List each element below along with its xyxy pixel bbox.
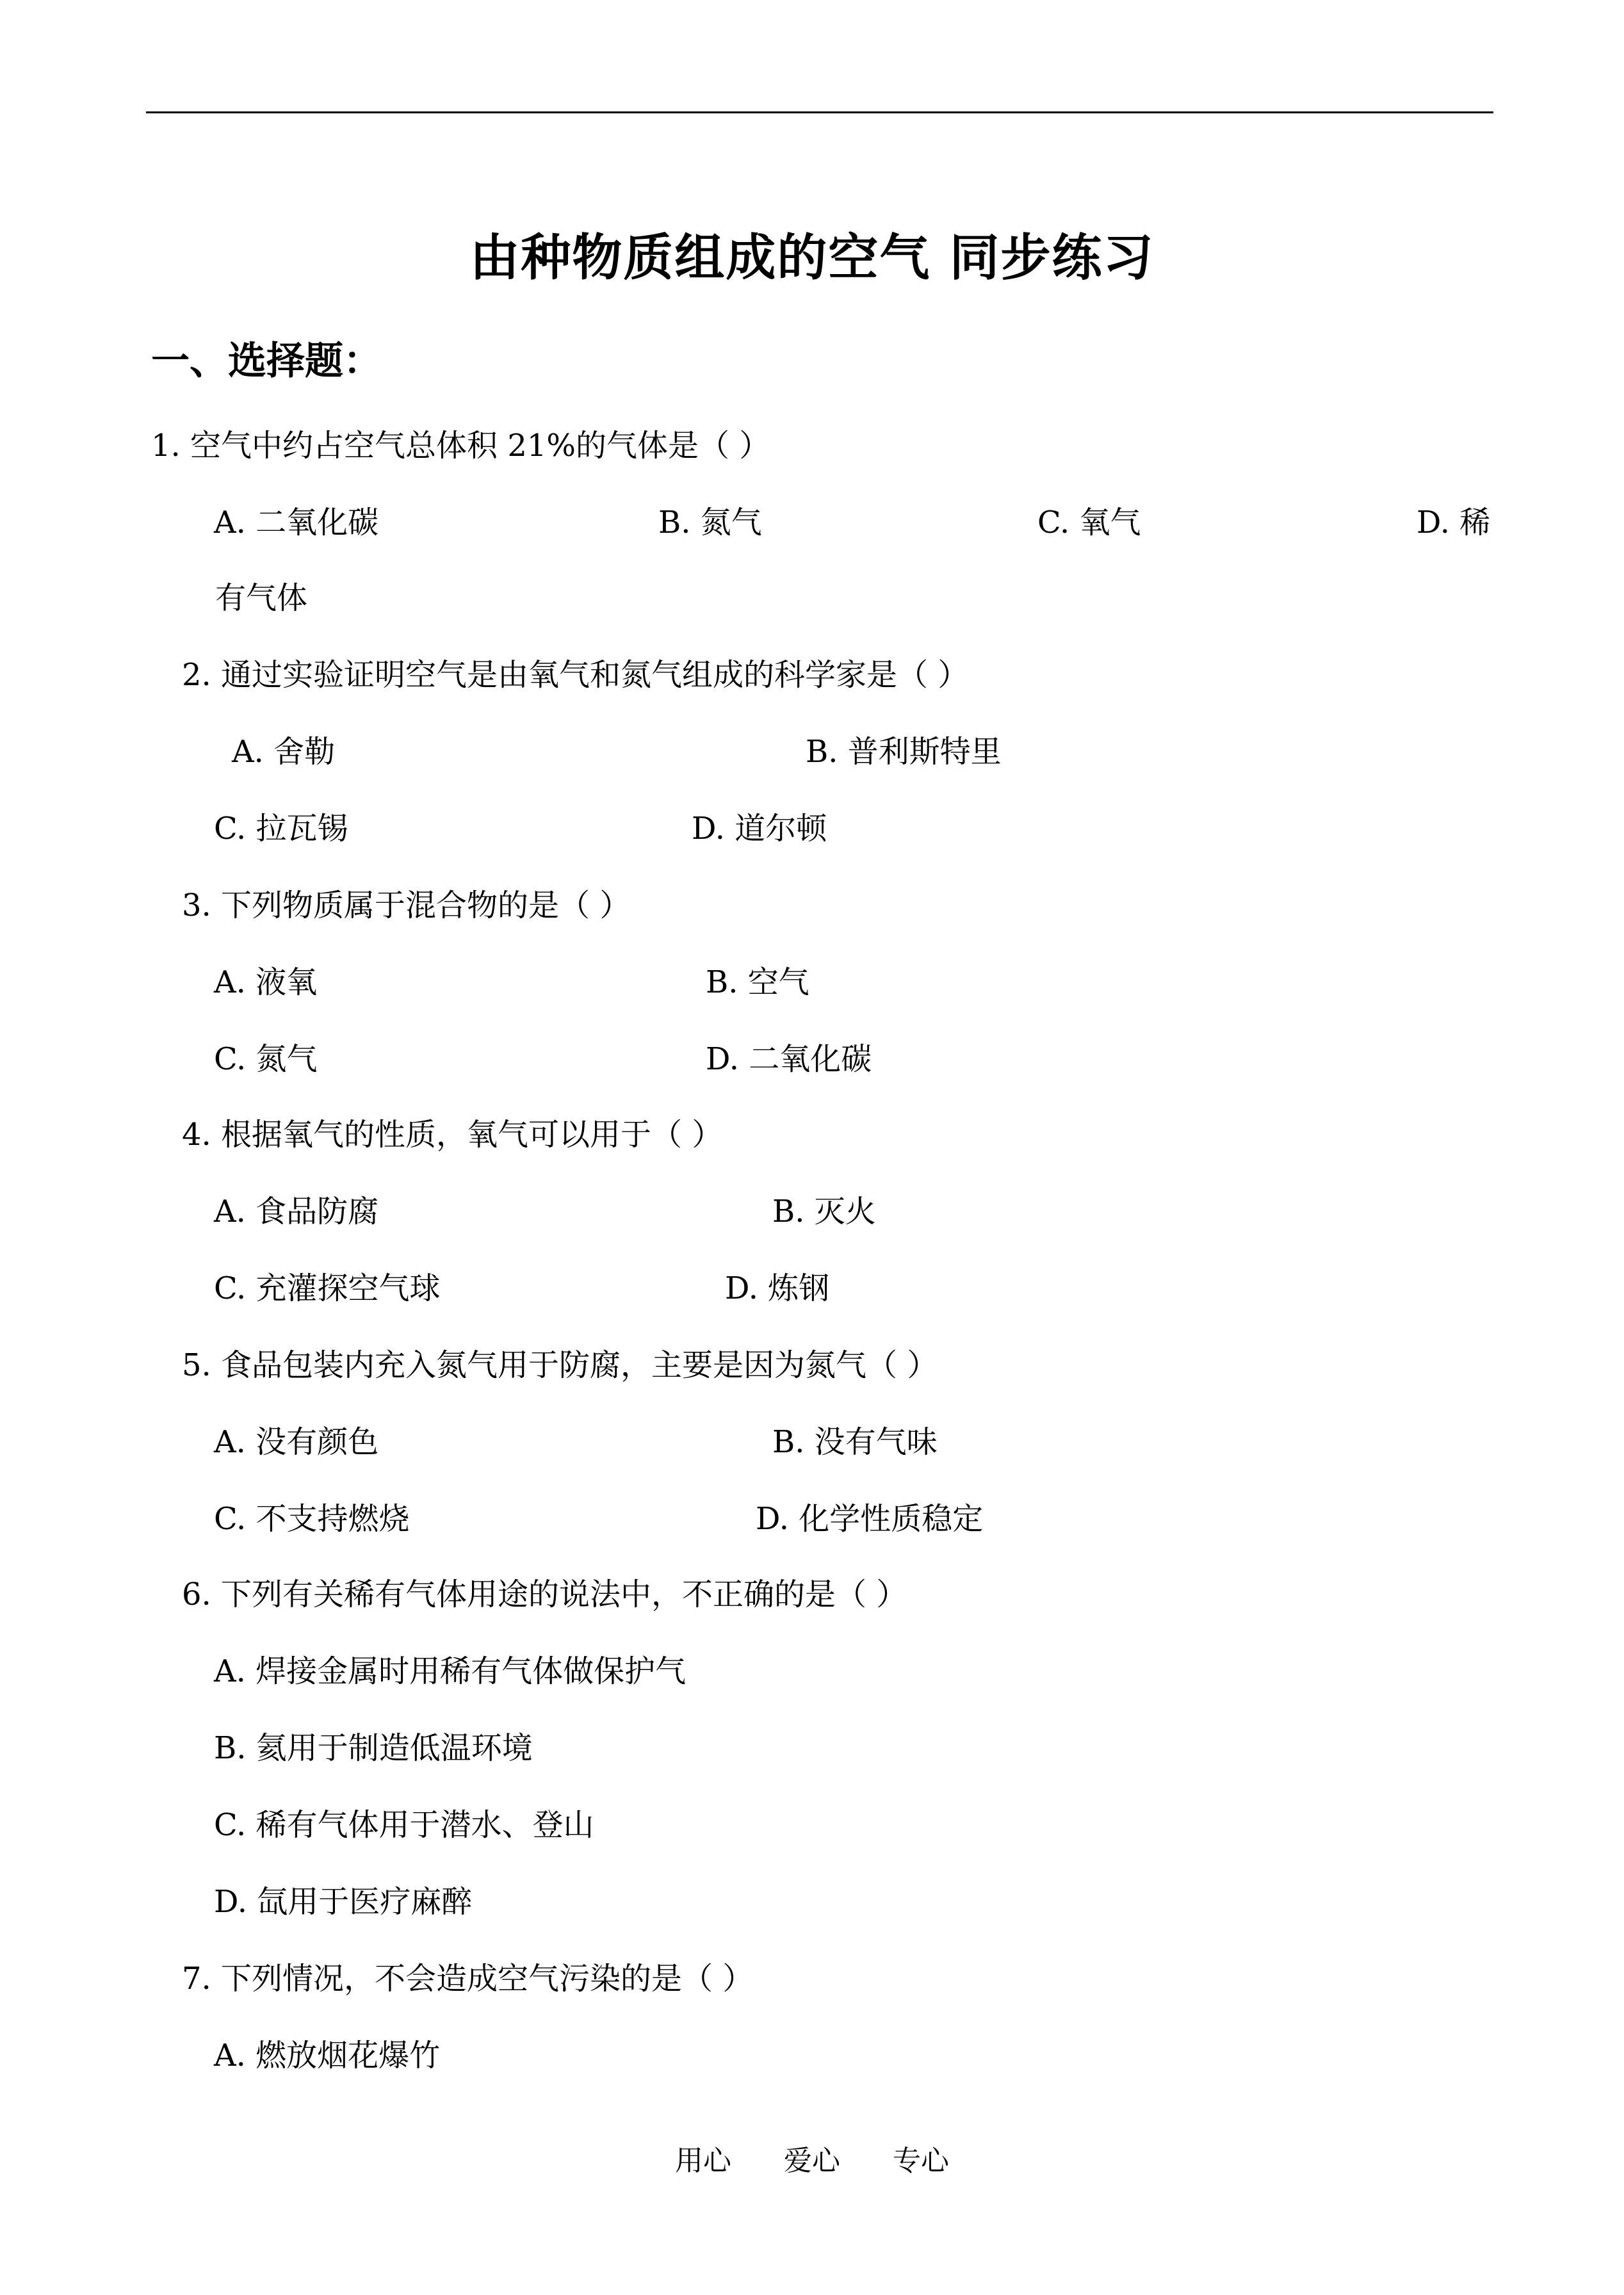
question-1-option-b: B. 氮气 — [658, 505, 762, 540]
question-4-stem: 4. 根据氧气的性质，氧气可以用于（ ） — [182, 1117, 723, 1153]
footer-item-3: 专心 — [893, 2145, 949, 2177]
question-2-option-a: A. 舍勒 — [232, 734, 336, 770]
section-heading: 一、选择题： — [151, 339, 382, 384]
question-1-option-d: D. 稀 — [1417, 505, 1491, 540]
question-3-option-b: B. 空气 — [706, 964, 809, 1000]
question-5-option-d: D. 化学性质稳定 — [756, 1501, 984, 1537]
page-title: 由种物质组成的空气 同步练习 — [469, 229, 1155, 287]
question-6-option-a: A. 焊接金属时用稀有气体做保护气 — [214, 1653, 686, 1689]
question-3-option-a: A. 液氧 — [214, 964, 318, 1000]
question-7-stem: 7. 下列情况，不会造成空气污染的是（ ） — [182, 1961, 754, 1997]
question-4-option-a: A. 食品防腐 — [214, 1194, 379, 1229]
question-6-option-d: D. 氙用于医疗麻醉 — [214, 1884, 473, 1920]
question-6-stem: 6. 下列有关稀有气体用途的说法中，不正确的是（ ） — [182, 1577, 907, 1612]
question-1-option-c: C. 氧气 — [1037, 505, 1141, 540]
question-1-option-d-continuation: 有气体 — [215, 580, 308, 616]
footer-item-2: 爱心 — [784, 2145, 840, 2177]
question-4-option-c: C. 充灌探空气球 — [214, 1270, 441, 1306]
question-7-option-a: A. 燃放烟花爆竹 — [214, 2038, 441, 2073]
page-footer — [0, 2137, 1624, 2178]
question-6-option-c: C. 稀有气体用于潜水、登山 — [214, 1807, 594, 1843]
question-6-option-b: B. 氦用于制造低温环境 — [214, 1730, 533, 1766]
question-5-option-c: C. 不支持燃烧 — [214, 1501, 410, 1537]
question-2-option-b: B. 普利斯特里 — [806, 734, 1002, 770]
question-4-option-d: D. 炼钢 — [725, 1270, 830, 1306]
question-1-stem: 1. 空气中约占空气总体积 21%的气体是（ ） — [151, 428, 770, 464]
question-3-stem: 3. 下列物质属于混合物的是（ ） — [182, 888, 631, 923]
question-2-stem: 2. 通过实验证明空气是由氧气和氮气组成的科学家是（ ） — [182, 657, 969, 693]
header-rule — [146, 111, 1493, 113]
footer-item-1: 用心 — [675, 2145, 731, 2177]
question-3-option-c: C. 氮气 — [214, 1041, 318, 1077]
question-5-stem: 5. 食品包装内充入氮气用于防腐，主要是因为氮气（ ） — [182, 1347, 938, 1383]
question-5-option-b: B. 没有气味 — [772, 1424, 938, 1460]
question-4-option-b: B. 灭火 — [772, 1194, 876, 1229]
question-5-option-a: A. 没有颜色 — [214, 1424, 379, 1460]
question-1-option-a: A. 二氧化碳 — [214, 505, 379, 540]
question-3-option-d: D. 二氧化碳 — [706, 1041, 872, 1077]
question-2-option-d: D. 道尔顿 — [692, 811, 827, 847]
question-2-option-c: C. 拉瓦锡 — [214, 811, 348, 847]
